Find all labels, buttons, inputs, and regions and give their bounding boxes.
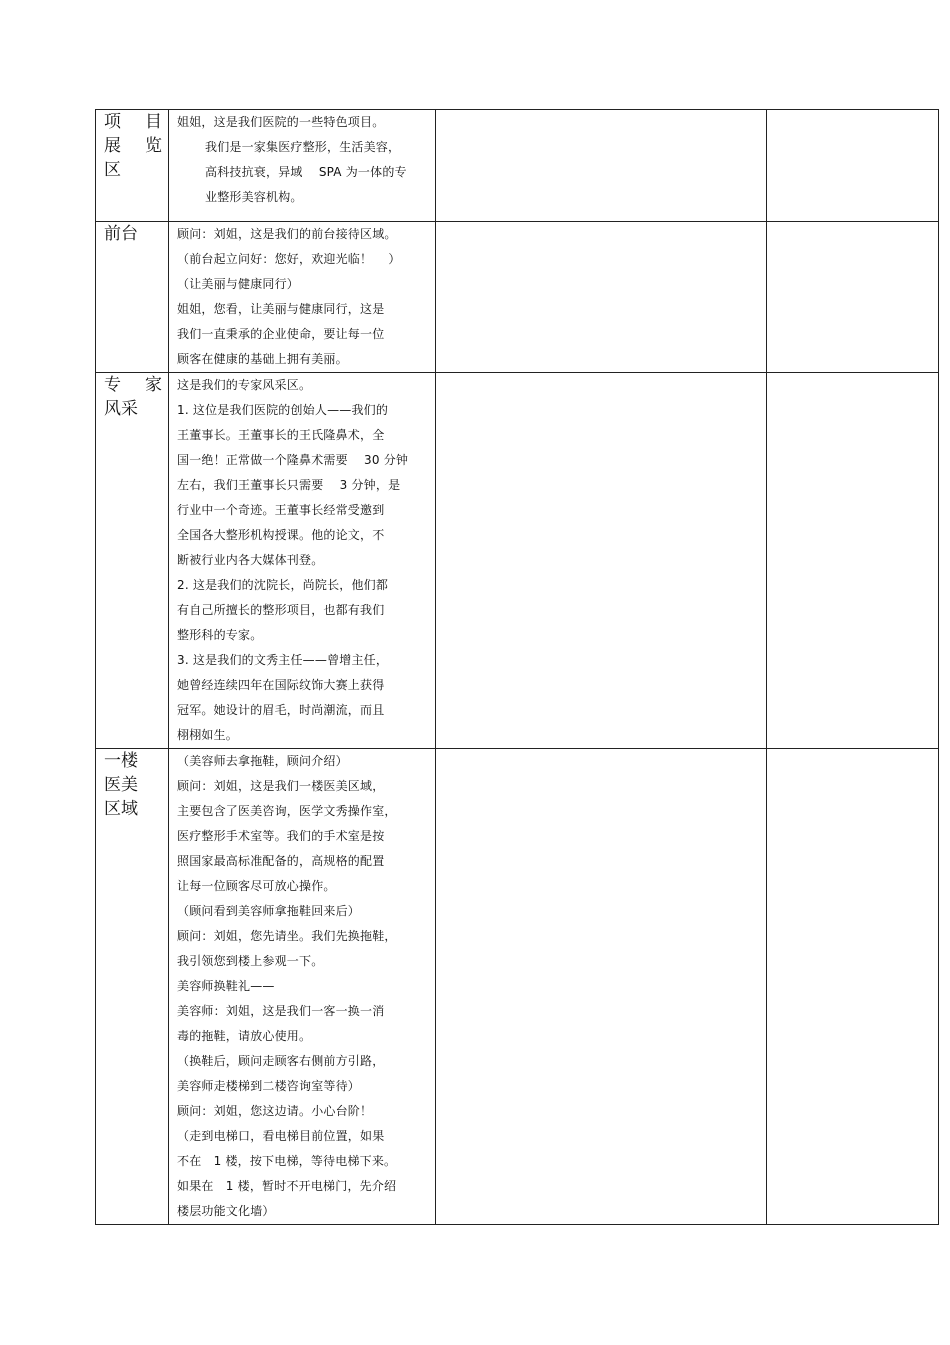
script-line: 楼层功能文化墙） bbox=[177, 1204, 275, 1218]
script-line: 行业中一个奇迹。王董事长经常受邀到 bbox=[177, 503, 385, 517]
script-line: （走到电梯口，看电梯目前位置，如果 bbox=[177, 1129, 385, 1143]
script-line: 顾客在健康的基础上拥有美丽。 bbox=[177, 352, 348, 366]
script-line: 3. 这是我们的文秀主任——曾增主任， bbox=[177, 653, 389, 667]
script-line: 顾问：刘姐，这是我们一楼医美区域， bbox=[177, 779, 385, 793]
script-line: 医疗整形手术室等。我们的手术室是按 bbox=[177, 829, 385, 843]
script-line: 我们是一家集医疗整形，生活美容， bbox=[205, 140, 401, 154]
tour-script-table bbox=[95, 109, 939, 1225]
script-line: 1. 这位是我们医院的创始人——我们的 bbox=[177, 403, 389, 417]
script-line: 顾问：刘姐，您先请坐。我们先换拖鞋， bbox=[177, 929, 397, 943]
row-heading-cell bbox=[96, 222, 169, 373]
script-line: 王董事长。王董事长的王氏隆鼻术，全 bbox=[177, 428, 385, 442]
script-line: 让每一位顾客尽可放心操作。 bbox=[177, 879, 336, 893]
script-line: 姐姐，您看，让美丽与健康同行，这是 bbox=[177, 302, 385, 316]
script-line: 如果在 1 楼，暂时不开电梯门，先介绍 bbox=[177, 1179, 397, 1193]
script-line: 照国家最高标准配备的，高规格的配置 bbox=[177, 854, 385, 868]
empty-cell bbox=[436, 222, 767, 373]
script-line: （美容师去拿拖鞋，顾问介绍） bbox=[177, 754, 348, 768]
script-line: 断被行业内各大媒体刊登。 bbox=[177, 553, 324, 567]
empty-cell bbox=[767, 110, 939, 222]
script-line: （顾问看到美容师拿拖鞋回来后） bbox=[177, 904, 361, 918]
row-heading-cell bbox=[96, 373, 169, 749]
empty-cell bbox=[436, 373, 767, 749]
script-line: 她曾经连续四年在国际纹饰大赛上获得 bbox=[177, 678, 385, 692]
row-heading: 专 家 风采 bbox=[104, 375, 162, 419]
script-line: 高科技抗衰，异域 SPA 为一体的专 bbox=[205, 165, 407, 179]
script-line: 美容师换鞋礼—— bbox=[177, 979, 275, 993]
row-script-cell bbox=[169, 222, 436, 373]
script-line: 美容师走楼梯到二楼咨询室等待） bbox=[177, 1079, 361, 1093]
script-line: 有自己所擅长的整形项目，也都有我们 bbox=[177, 603, 385, 617]
table-row bbox=[96, 749, 939, 1225]
table-row bbox=[96, 373, 939, 749]
script-line: 不在 1 楼，按下电梯，等待电梯下来。 bbox=[177, 1154, 397, 1168]
row-heading-cell bbox=[96, 110, 169, 222]
table-row bbox=[96, 222, 939, 373]
script-line: 顾问：刘姐，您这边请。小心台阶！ bbox=[177, 1104, 373, 1118]
script-line: 整形科的专家。 bbox=[177, 628, 263, 642]
script-line: （换鞋后，顾问走顾客右侧前方引路， bbox=[177, 1054, 385, 1068]
row-heading-cell bbox=[96, 749, 169, 1225]
row-script-cell bbox=[169, 373, 436, 749]
empty-cell bbox=[767, 749, 939, 1225]
script-line: 左右，我们王董事长只需要 3 分钟，是 bbox=[177, 478, 401, 492]
script-line: 姐姐，这是我们医院的一些特色项目。 bbox=[177, 115, 385, 129]
script-line: 国一绝！正常做一个隆鼻术需要 30 分钟 bbox=[177, 453, 409, 467]
script-line: 美容师：刘姐，这是我们一客一换一消 bbox=[177, 1004, 385, 1018]
row-heading: 项 目 展 览 区 bbox=[104, 112, 162, 180]
empty-cell bbox=[767, 373, 939, 749]
empty-cell bbox=[436, 110, 767, 222]
script-line: 我们一直秉承的企业使命，要让每一位 bbox=[177, 327, 385, 341]
script-line: 我引领您到楼上参观一下。 bbox=[177, 954, 324, 968]
row-script-cell bbox=[169, 749, 436, 1225]
script-line: 业整形美容机构。 bbox=[205, 190, 303, 204]
script-line: 2. 这是我们的沈院长，尚院长，他们都 bbox=[177, 578, 389, 592]
script-line: （前台起立问好：您好，欢迎光临！ ） bbox=[177, 252, 401, 266]
script-line: 冠军。她设计的眉毛，时尚潮流，而且 bbox=[177, 703, 385, 717]
script-line: 这是我们的专家风采区。 bbox=[177, 378, 312, 392]
script-line: 栩栩如生。 bbox=[177, 728, 239, 742]
script-line: 顾问：刘姐，这是我们的前台接待区域。 bbox=[177, 227, 397, 241]
row-heading: 一楼 医美 区域 bbox=[104, 751, 138, 819]
empty-cell bbox=[767, 222, 939, 373]
script-line: 全国各大整形机构授课。他的论文，不 bbox=[177, 528, 385, 542]
table-row bbox=[96, 110, 939, 222]
script-line: 主要包含了医美咨询，医学文秀操作室， bbox=[177, 804, 397, 818]
row-script-cell bbox=[169, 110, 436, 222]
row-heading: 前台 bbox=[104, 224, 138, 244]
script-line: （让美丽与健康同行） bbox=[177, 277, 300, 291]
script-line: 毒的拖鞋，请放心使用。 bbox=[177, 1029, 312, 1043]
empty-cell bbox=[436, 749, 767, 1225]
